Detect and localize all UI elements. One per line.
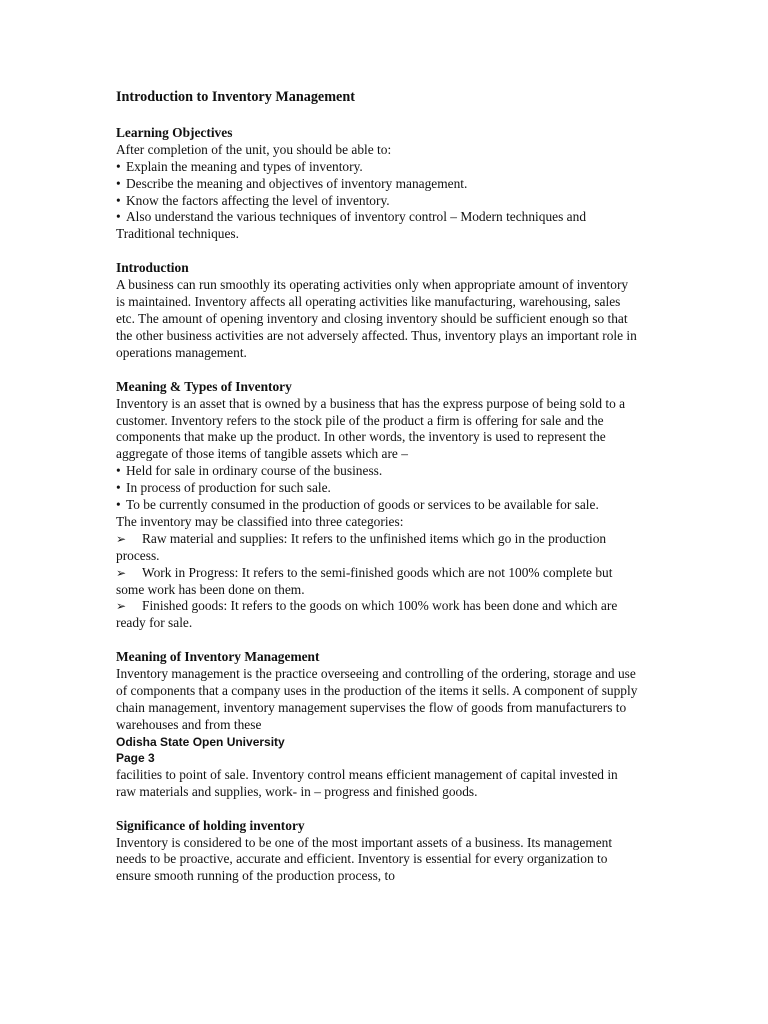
page-title: Introduction to Inventory Management [116, 89, 355, 105]
inventory-management-text: Inventory management is the practice overseeing and controlling of the ordering, storage and use of components that a company uses in the production of the items it sells. A component of supply chain management, inventory management supervises the flow of goods from manufacturers to warehouses and from these [116, 666, 638, 732]
list-item: • Held for sale in ordinary course of the business. [116, 463, 383, 479]
significance-section [116, 818, 638, 886]
list-item: • Describe the meaning and objectives of inventory management. [116, 175, 468, 191]
categories-intro: The inventory may be classified into three categories: [116, 513, 404, 529]
significance-text: Inventory is considered to be one of the most important assets of a business. Its management needs to be proactive, accurate and efficient. Inventory is essential for every organization to ensure smooth running of the production process, to [116, 834, 613, 884]
list-item: • Know the factors affecting the level of inventory. [116, 192, 390, 208]
category-item: ➢ Raw material and supplies: It refers to the unfinished items which go in the production process. [116, 530, 607, 563]
bullet-icon: • [116, 209, 121, 225]
list-item: • In process of production for such sale. [116, 480, 331, 496]
learning-objectives-intro: After completion of the unit, you should be able to: [116, 141, 392, 157]
significance-heading: Significance of holding inventory [116, 817, 305, 833]
inventory-management-heading: Meaning of Inventory Management [116, 649, 320, 665]
bullet-icon: • [116, 158, 121, 174]
footer-page-number: Page 3 [116, 751, 155, 766]
list-item: • Explain the meaning and types of inventory. [116, 158, 363, 174]
arrow-bullet-icon: ➢ [116, 531, 127, 546]
meaning-types-section [116, 379, 638, 633]
arrow-bullet-icon: ➢ [116, 599, 127, 614]
page-footer [116, 734, 638, 767]
bullet-icon: • [116, 497, 121, 513]
inventory-management-section [116, 649, 638, 800]
introduction-heading: Introduction [116, 260, 189, 276]
meaning-types-text: Inventory is an asset that is owned by a business that has the express purpose of being sold to a customer. Inventory refers to the stock pile of the product a firm is offering for sale and the components that make up the product. In other words, the inventory is used to represent the aggregate of those items of tangible assets which are – [116, 395, 626, 462]
arrow-bullet-icon: ➢ [116, 565, 127, 580]
learning-objectives-heading: Learning Objectives [116, 124, 233, 140]
learning-objectives-section [116, 125, 638, 243]
bullet-icon: • [116, 463, 121, 479]
bullet-icon: • [116, 192, 121, 208]
category-item: ➢ Work in Progress: It refers to the semi-finished goods which are not 100% complete but some work has been done on them. [116, 564, 613, 597]
inventory-management-continuation: facilities to point of sale. Inventory control means efficient management of capital invested in raw materials and supplies, work- in – progress and finished goods. [116, 766, 618, 799]
introduction-text: A business can run smoothly its operating activities only when appropriate amount of inventory is maintained. Inventory affects all operating activities like manufacturing, warehousing, sales etc. The amount of opening inventory and closing inventory should be sufficient enough so that the other business activities are not adversely affected. Thus, inventory plays an important role in operations management. [116, 277, 637, 360]
category-item: ➢ Finished goods: It refers to the goods on which 100% work has been done and which are ready for sale. [116, 598, 618, 631]
bullet-icon: • [116, 480, 121, 496]
list-item: • Also understand the various techniques of inventory control – Modern techniques and Traditional techniques. [116, 209, 587, 242]
footer-university: Odisha State Open University [116, 734, 285, 749]
bullet-icon: • [116, 175, 121, 191]
introduction-section [116, 260, 638, 361]
meaning-types-heading: Meaning & Types of Inventory [116, 378, 292, 394]
list-item: • To be currently consumed in the production of goods or services to be available for sale. [116, 497, 599, 513]
